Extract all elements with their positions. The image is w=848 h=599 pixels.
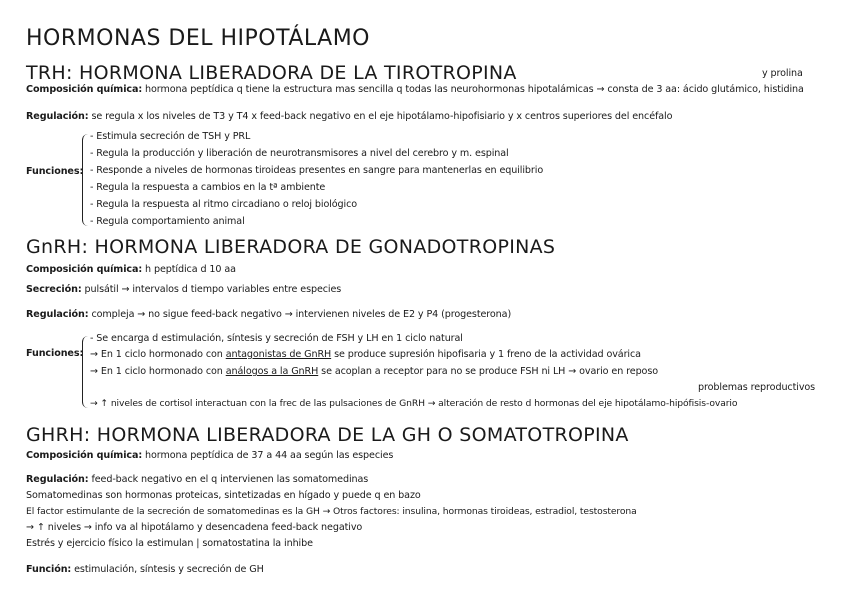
trh-heading: TRH: HORMONA LIBERADORA DE LA TIROTROPINA: [26, 62, 517, 84]
trh-composition-label: Composición química:: [26, 84, 143, 95]
gnrh-f3-underlined: análogos a la GnRH: [225, 366, 319, 377]
ghrh-regulation-text: feed-back negativo en el q intervienen las somatomedinas: [88, 474, 369, 485]
gnrh-regulation-label: Regulación:: [26, 309, 89, 320]
gnrh-secretion: [26, 284, 341, 295]
gnrh-f2-underlined: antagonistas de GnRH: [225, 349, 332, 360]
gnrh-functions-label: Funciones:: [26, 348, 84, 359]
trh-composition-text: hormona peptídica q tiene la estructura mas sencilla q todas las neurohormonas hipotalámicas → consta de 3 aa: ácido glutámico, histidina: [142, 84, 804, 95]
trh-function-item: - Regula la producción y liberación de neurotransmisores a nivel del cerebro y m. espinal: [90, 148, 509, 159]
trh-function-item: - Regula la respuesta al ritmo circadiano o reloj biológico: [90, 199, 358, 210]
gnrh-functions-brace: [82, 336, 89, 408]
gnrh-regulation-text: compleja → no sigue feed-back negativo → intervienen niveles de E2 y P4 (progesterona): [88, 309, 512, 320]
gnrh-function-item: [90, 366, 658, 377]
gnrh-composition-text: h peptídica d 10 aa: [142, 264, 236, 275]
ghrh-note-line: → ↑ niveles → info va al hipotálamo y desencadena feed-back negativo: [26, 522, 363, 533]
gnrh-function-item: [90, 349, 641, 360]
ghrh-composition-label: Composición química:: [26, 450, 143, 461]
trh-function-item: - Estimula secreción de TSH y PRL: [90, 131, 251, 142]
ghrh-heading: GHRH: HORMONA LIBERADORA DE LA GH O SOMATOTROPINA: [26, 424, 629, 446]
trh-composition: [26, 84, 804, 95]
gnrh-function-item: - Se encarga d estimulación, síntesis y secreción de FSH y LH en 1 ciclo natural: [90, 333, 463, 344]
trh-functions-label: Funciones:: [26, 166, 84, 177]
gnrh-function-item: → ↑ niveles de cortisol interactuan con la frec de las pulsaciones de GnRH → alteración de resto d hormonas del eje hipotálamo-hipófisis-ovario: [90, 398, 738, 409]
gnrh-f2-suffix: se produce supresión hipofisaria y 1 freno de la actividad ovárica: [331, 349, 641, 360]
trh-function-item: - Responde a niveles de hormonas tiroideas presentes en sangre para mantenerlas en equilibrio: [90, 165, 544, 176]
page-title: HORMONAS DEL HIPOTÁLAMO: [26, 26, 371, 51]
trh-regulation-label: Regulación:: [26, 111, 89, 122]
gnrh-composition-label: Composición química:: [26, 264, 143, 275]
ghrh-regulation: [26, 474, 368, 485]
ghrh-regulation-label: Regulación:: [26, 474, 89, 485]
ghrh-note-line: Estrés y ejercicio físico la estimulan | somatostatina la inhibe: [26, 538, 313, 549]
gnrh-regulation: [26, 309, 511, 320]
trh-function-item: - Regula comportamiento animal: [90, 216, 245, 227]
gnrh-secretion-text: pulsátil → intervalos d tiempo variables entre especies: [81, 284, 342, 295]
trh-functions-brace: [82, 134, 89, 226]
trh-regulation-text: se regula x los niveles de T3 y T4 x feed-back negativo en el eje hipotálamo-hipofisiario y x centros superiores del encéfalo: [88, 111, 673, 122]
ghrh-composition: [26, 450, 393, 461]
gnrh-f3-prefix: → En 1 ciclo hormonado con: [90, 366, 226, 377]
gnrh-secretion-label: Secreción:: [26, 284, 82, 295]
ghrh-note-line: Somatomedinas son hormonas proteicas, sintetizadas en hígado y puede q en bazo: [26, 490, 421, 501]
ghrh-function: [26, 564, 264, 575]
trh-function-item: - Regula la respuesta a cambios en la tª ambiente: [90, 182, 326, 193]
ghrh-function-label: Función:: [26, 564, 72, 575]
gnrh-f3-note: problemas reproductivos: [698, 382, 816, 393]
gnrh-heading: GnRH: HORMONA LIBERADORA DE GONADOTROPINAS: [26, 236, 556, 258]
trh-regulation: [26, 111, 672, 122]
gnrh-f3-suffix: se acoplan a receptor para no se produce FSH ni LH → ovario en reposo: [318, 366, 658, 377]
ghrh-composition-text: hormona peptídica de 37 a 44 aa según las especies: [142, 450, 394, 461]
gnrh-f2-prefix: → En 1 ciclo hormonado con: [90, 349, 226, 360]
ghrh-note-line: El factor estimulante de la secreción de somatomedinas es la GH → Otros factores: insulina, hormonas tiroideas, estradiol, testosterona: [26, 506, 637, 517]
ghrh-function-text: estimulación, síntesis y secreción de GH: [71, 564, 264, 575]
trh-prolina-note: y prolina: [762, 68, 803, 79]
gnrh-composition: [26, 264, 236, 275]
